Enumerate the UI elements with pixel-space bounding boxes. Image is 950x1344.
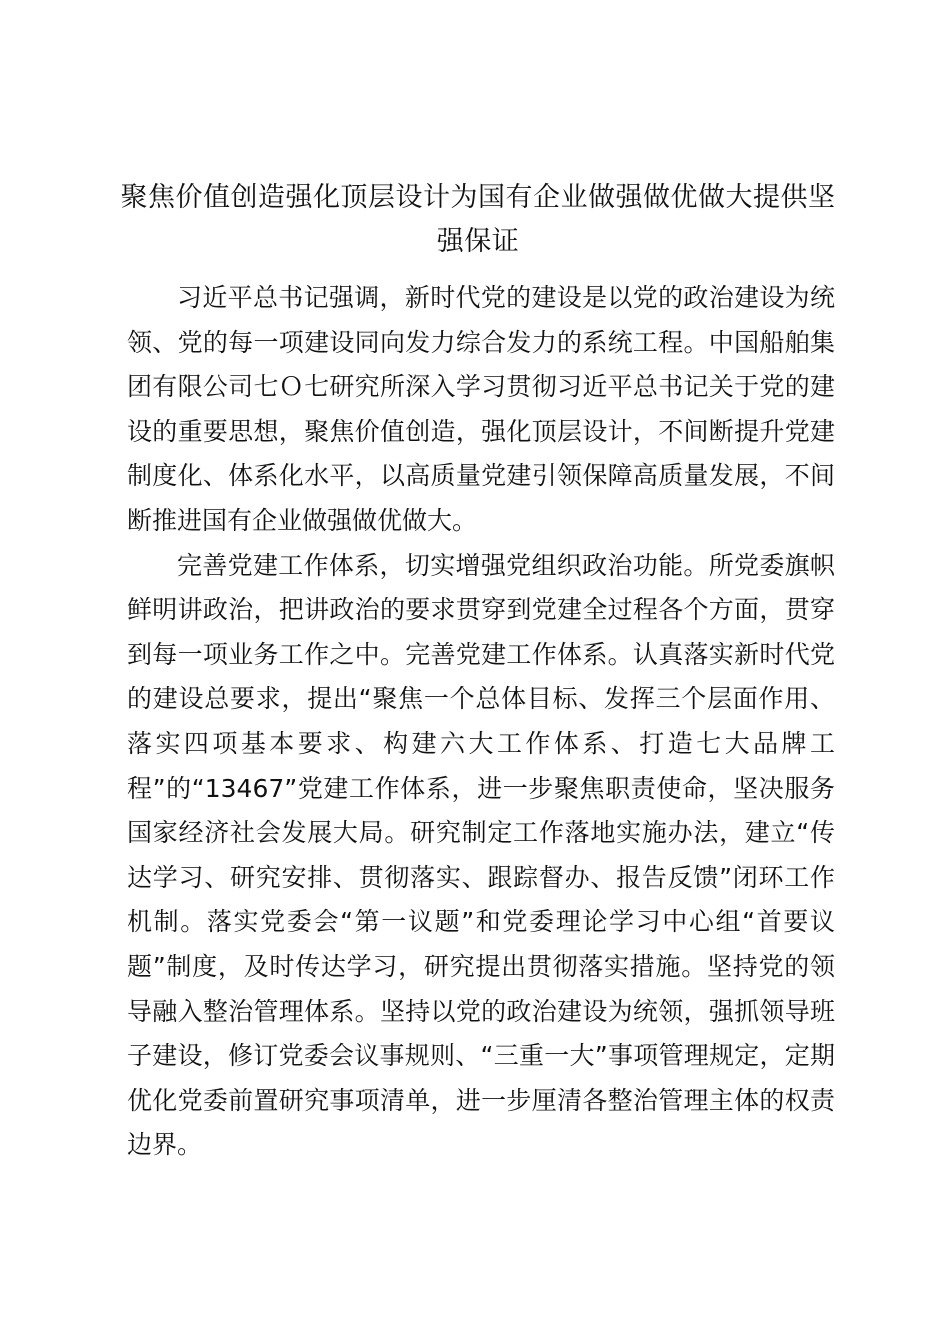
paragraph-intro: 习近平总书记强调，新时代党的建设是以党的政治建设为统领、党的每一项建设同向发力综合发力的系统工程。中国船舶集团有限公司七Ｏ七研究所深入学习贯彻习近平总书记关于党的建设的重要思想，聚焦价值创造，强化顶层设计，不间断提升党建制度化、体系化水平，以高质量党建引领保障高质量发展，不间断推进国有企业做强做优做大。 [127,283,835,535]
paragraph-party-work-system: 完善党建工作体系，切实增强党组织政治功能。所党委旗帜鲜明讲政治，把讲政治的要求贯穿到党建全过程各个方面，贯穿到每一项业务工作之中。完善党建工作体系。认真落实新时代党的建设总要求，提出“聚焦一个总体目标、发挥三个层面作用、落实四项基本要求、构建六大工作体系、打造七大品牌工程”的“13467”党建工作体系，进一步聚焦职责使命，坚决服务国家经济社会发展大局。研究制定工作落地实施办法，建立“传达学习、研究安排、贯彻落实、跟踪督办、报告反馈”闭环工作机制。落实党委会“第一议题”和党委理论学习中心组“首要议题”制度，及时传达学习，研究提出贯彻落实措施。坚持党的领导融入整治管理体系。坚持以党的政治建设为统领，强抓领导班子建设，修订党委会议事规则、“三重一大”事项管理规定，定期优化党委前置研究事项清单，进一步厘清各整治管理主体的权责边界。 [127,550,835,1160]
document-title: 聚焦价值创造强化顶层设计为国有企业做强做优做大提供坚强保证 [120,182,836,257]
document-body [127,276,835,1168]
